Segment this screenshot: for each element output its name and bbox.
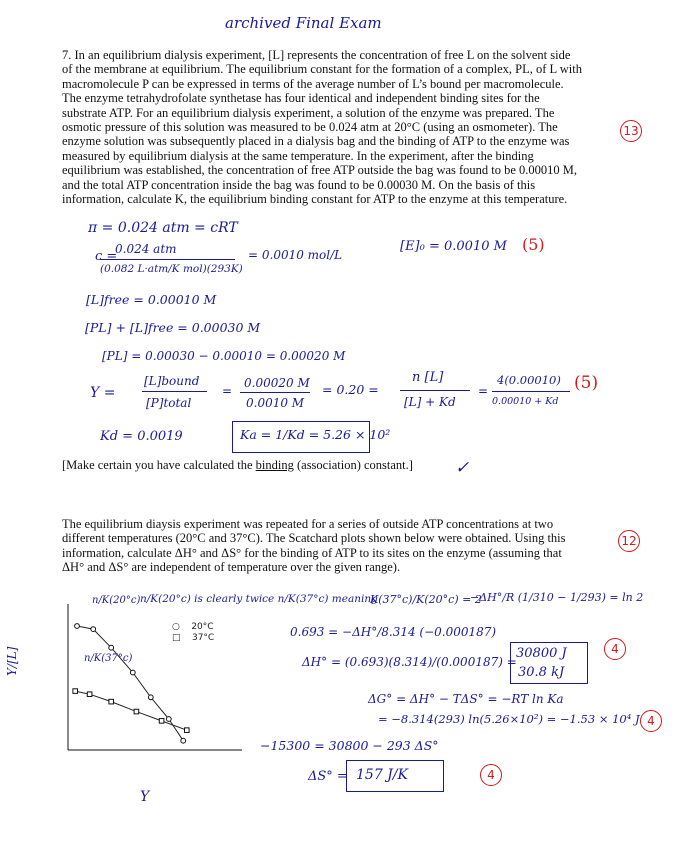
y-numerator-4: 4(0.00010) [497, 373, 561, 387]
data-point-37c [87, 692, 92, 697]
legend-20c [172, 622, 214, 632]
problem-8-points: 12 [618, 530, 640, 552]
data-point-20c [148, 695, 153, 700]
y-numerator-3: n [L] [412, 370, 444, 385]
y-denominator-4: 0.00010 + Kd [492, 396, 559, 407]
dh-step-1: 0.693 = −ΔH°/8.314 (−0.000187) [290, 625, 497, 639]
legend-37c-label: 37°C [191, 633, 215, 643]
twice-statement: n/K(20°c) is clearly twice n/K(37°c) meaning [140, 593, 378, 605]
annotation-37c: n/K(37°c) [84, 653, 133, 664]
total-ligand: [PL] + [L]free = 0.00030 M [85, 320, 261, 335]
series-line-20c [77, 626, 183, 741]
y-equals-1: = [222, 384, 233, 398]
scatchard-plot [52, 596, 252, 786]
y-denominator: [P]total [146, 396, 192, 410]
problem-7-line: equilibrium was established, the concentration of free ATP outside the bag was found to be 0.00010 M, [62, 163, 578, 178]
free-ligand: [L]free = 0.00010 M [86, 292, 217, 307]
y-equals-3: = [478, 384, 489, 398]
y-label: Y = [90, 385, 116, 401]
dg-step-2: = −8.314(293) ln(5.26×10²) = −1.53 × 10⁴ J [378, 712, 640, 726]
ds-label: ΔS° = [308, 769, 348, 784]
problem-7-line: macromolecule P can be expressed in terms of the average number of L’s bound per macromolecule. [62, 76, 564, 91]
problem-8-line: The equilibrium diaysis experiment was repeated for a series of outside ATP concentrations at two [62, 517, 554, 531]
problem-7-line: enzyme solution was subsequently placed in a dialysis bag and the binding of ATP to the enzyme was [62, 134, 570, 149]
ds-points: 4 [480, 764, 502, 786]
y-denominator-2: 0.0010 M [246, 396, 305, 410]
ka-answer: Ka = 1/Kd = 5.26 × 10² [240, 427, 391, 442]
problem-8-line: ΔH° and ΔS° are independent of temperature over the given range). [62, 560, 401, 575]
data-point-20c [181, 738, 186, 743]
dh-answer-kj: 30.8 kJ [518, 665, 565, 680]
c-result: = 0.0010 mol/L [248, 248, 343, 262]
vant-hoff: −ΔH°/R (1/310 − 1/293) = ln 2 [470, 591, 644, 604]
osmotic-equation: π = 0.024 atm = cRT [88, 220, 238, 236]
data-point-20c [130, 670, 135, 675]
c-denominator: (0.082 L·atm/K mol)(293K) [100, 263, 243, 275]
data-point-20c [91, 627, 96, 632]
y-fraction-bar-4 [492, 391, 570, 392]
problem-7-points: 13 [620, 120, 642, 142]
annotation-20c: n/K(20°c) [92, 595, 141, 606]
y-numerator-2: 0.00020 M [244, 376, 310, 390]
page-title: archived Final Exam [225, 14, 382, 32]
kd-value: Kd = 0.0019 [100, 429, 183, 444]
dh-step-2: ΔH° = (0.693)(8.314)/(0.000187) = [302, 655, 517, 669]
problem-7-line: and the total ATP concentration inside the bag was found to be 0.00030 M. On the basis of this [62, 177, 536, 192]
x-axis-label: Y [140, 789, 150, 805]
problem-7-line: of the membrane at equilibrium. The equilibrium constant for the formation of a complex, PL, of L with [62, 62, 583, 77]
problem-7-line: osmotic pressure of this solution was measured to be 0.024 atm at 20°C (using an osmometer). The [62, 120, 558, 134]
dh-answer-j: 30800 J [516, 646, 567, 661]
legend-20c-label: 20°C [191, 622, 214, 632]
data-point-37c [73, 689, 78, 694]
problem-8-line: information, calculate ΔH° and ΔS° for the binding of ATP to its sites on the enzyme (assuming that [62, 545, 562, 560]
problem-7-line: substrate ATP. For an equilibrium dialysis experiment, a solution of the enzyme was prepared. The [62, 105, 555, 120]
problem-7-line: 7. In an equilibrium dialysis experiment, [L] represents the concentration of free L on the solvent side [62, 48, 571, 62]
c-numerator: 0.024 atm [115, 242, 177, 256]
y-fraction-bar-2 [240, 392, 310, 393]
data-point-20c [109, 645, 114, 650]
problem-7-line: measured by equilibrium dialysis at the same temperature. In the experiment, after the binding [62, 148, 534, 163]
y-value: = 0.20 = [322, 382, 379, 397]
y-fraction-bar [142, 391, 207, 392]
ds-step: −15300 = 30800 − 293 ΔS° [260, 738, 439, 753]
y-fraction-bar-3 [400, 390, 470, 391]
enzyme-conc: [E]₀ = 0.0010 M [400, 239, 507, 254]
data-point-37c [185, 728, 190, 733]
binding-note: [Make certain you have calculated the binding (association) constant.] [62, 458, 413, 472]
k-ratio: K(37°c)/K(20°c) = 2 [370, 593, 482, 606]
c-label: c = [95, 249, 118, 264]
ds-answer: 157 J/K [356, 767, 408, 783]
data-point-20c [166, 717, 171, 722]
data-point-37c [159, 719, 164, 724]
bound-complex: [PL] = 0.00030 − 0.00010 = 0.00020 M [102, 349, 346, 363]
data-point-37c [109, 699, 114, 704]
dg-points: 4 [640, 710, 662, 732]
circle-marker-icon: ○ [172, 622, 180, 632]
y-axis-label: Y/[L] [5, 646, 19, 676]
y-numerator: [L]bound [144, 374, 200, 388]
data-point-20c [75, 624, 80, 629]
c-fraction-bar [100, 259, 235, 260]
problem-7-line: information, calculate K, the equilibrium binding constant for ATP to the enzyme at this temperature. [62, 192, 568, 206]
y-points: (5) [574, 373, 599, 393]
dh-points: 4 [604, 638, 626, 660]
y-denominator-3: [L] + Kd [404, 395, 456, 409]
problem-7-line: The enzyme tetrahydrofolate synthetase has four identical and independent binding sites for the [62, 91, 540, 106]
legend-37c [172, 633, 214, 643]
problem-8-line: different temperatures (20°C and 37°C). The Scatchard plots shown below were obtained. Using this [62, 531, 566, 546]
data-point-37c [134, 709, 139, 714]
enzyme-points: (5) [522, 235, 545, 254]
checkmark-icon: ✓ [455, 458, 470, 478]
square-marker-icon: □ [172, 633, 181, 643]
dg-step-1: ΔG° = ΔH° − TΔS° = −RT ln Ka [368, 692, 564, 706]
